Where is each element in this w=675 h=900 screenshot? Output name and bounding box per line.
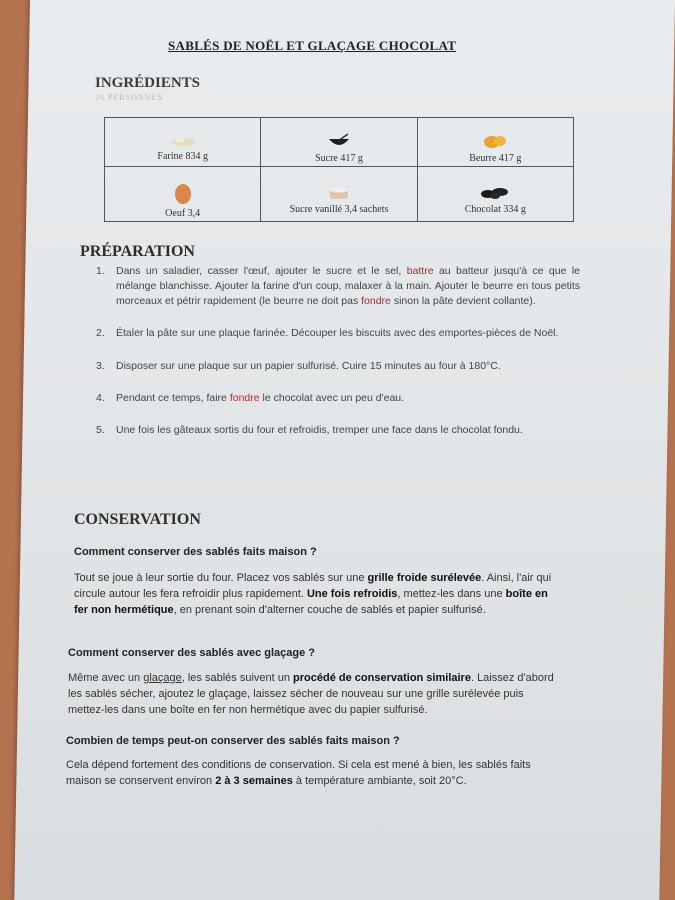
ingredient-label: Chocolat 334 g [464, 203, 526, 215]
sugar-bowl-icon [324, 133, 354, 149]
step-item: 4. Pendant ce temps, faire fondre le chocolat avec un peu d'eau. [96, 392, 405, 404]
ingredient-cell [105, 166, 261, 221]
step-number: 1. [96, 265, 105, 277]
answer-2: Même avec un glaçage, les sablés suivent un procédé de conservation similaire. Laissez d'abord les sablés sécher, ajoutez le glaçage, laissez sécher de nouveau sur une grille surélevée puis mettez-les dans une boîte en fer non hermétique avec du papier sulfurisé. [68, 672, 554, 716]
recipe-title: SABLÉS DE NOËL ET GLAÇAGE CHOCOLAT [168, 38, 457, 53]
step-number: 2. [96, 327, 105, 339]
butter-icon [480, 133, 510, 149]
ingredient-label: Sucre vanillé 3,4 sachets [289, 203, 389, 215]
flour-icon [168, 135, 198, 147]
highlight-word: battre [406, 265, 434, 277]
ingredient-label: Farine 834 g [157, 150, 208, 162]
preparation-heading: PRÉPARATION [80, 243, 195, 260]
step-number: 5. [96, 424, 105, 436]
ingredient-label: Sucre 417 g [315, 152, 363, 164]
chocolate-icon [478, 186, 512, 200]
vanilla-sugar-icon [324, 186, 354, 200]
ingredients-heading: INGRÉDIENTS [95, 75, 201, 91]
step-number: 4. [96, 392, 105, 404]
answer-1: Tout se joue à leur sortie du four. Placez vos sablés sur une grille froide surélevée. Ainsi, l'air qui circule autour les fera refroidir plus rapidement. Une fois refroidis, mettez-les dans une boîte en fer non hermétique, en prenant soin d'alterner couche de sablés et papier sulfurisé. [74, 572, 552, 616]
step-item: 1. Dans un saladier, casser l'œuf, ajouter le sucre et le sel, battre au batteur jusqu'à ce que le mélange blanchisse. Ajouter la farine d'un coup, malaxer à la main. Ajouter le beurre en tous petits morceaux et pétrir rapidement (le beurre ne doit pas fondre sinon la pâte devient collante). [96, 265, 580, 307]
conservation-heading: CONSERVATION [74, 511, 201, 528]
answer-3: Cela dépend fortement des conditions de conservation. Si cela est mené à bien, les sablés faits maison se conservent environ 2 à 3 semaines à température ambiante, soit 20°C. [66, 759, 531, 787]
highlight-word: fondre [361, 295, 391, 307]
ingredients-table [104, 117, 574, 222]
ingredient-cell [261, 166, 417, 221]
ingredient-label: Oeuf 3,4 [165, 207, 201, 219]
step-item: 3. Disposer sur une plaque sur un papier sulfurisé. Cuire 15 minutes au four à 180°C. [96, 360, 501, 372]
ingredient-cell [417, 118, 573, 167]
step-number: 3. [96, 360, 105, 372]
servings-label: 20 PERSONNES [95, 93, 163, 102]
highlight-word: fondre [229, 392, 260, 404]
question-2: Comment conserver des sablés avec glaçage ? [68, 647, 316, 659]
step-item: 5. Une fois les gâteaux sortis du four et refroidis, tremper une face dans le chocolat fondu. [96, 424, 523, 436]
egg-icon [173, 182, 193, 204]
ingredient-cell [105, 118, 261, 167]
preparation-steps [96, 264, 580, 438]
ingredient-cell [261, 118, 417, 167]
question-3: Combien de temps peut-on conserver des sablés faits maison ? [66, 735, 400, 747]
ingredient-label: Beurre 417 g [469, 152, 522, 164]
question-1: Comment conserver des sablés faits maison ? [74, 546, 317, 558]
step-item: 2. Étaler la pâte sur une plaque farinée. Découper les biscuits avec des emportes-pièces de Noël. [96, 327, 559, 339]
ingredient-cell [417, 166, 573, 221]
